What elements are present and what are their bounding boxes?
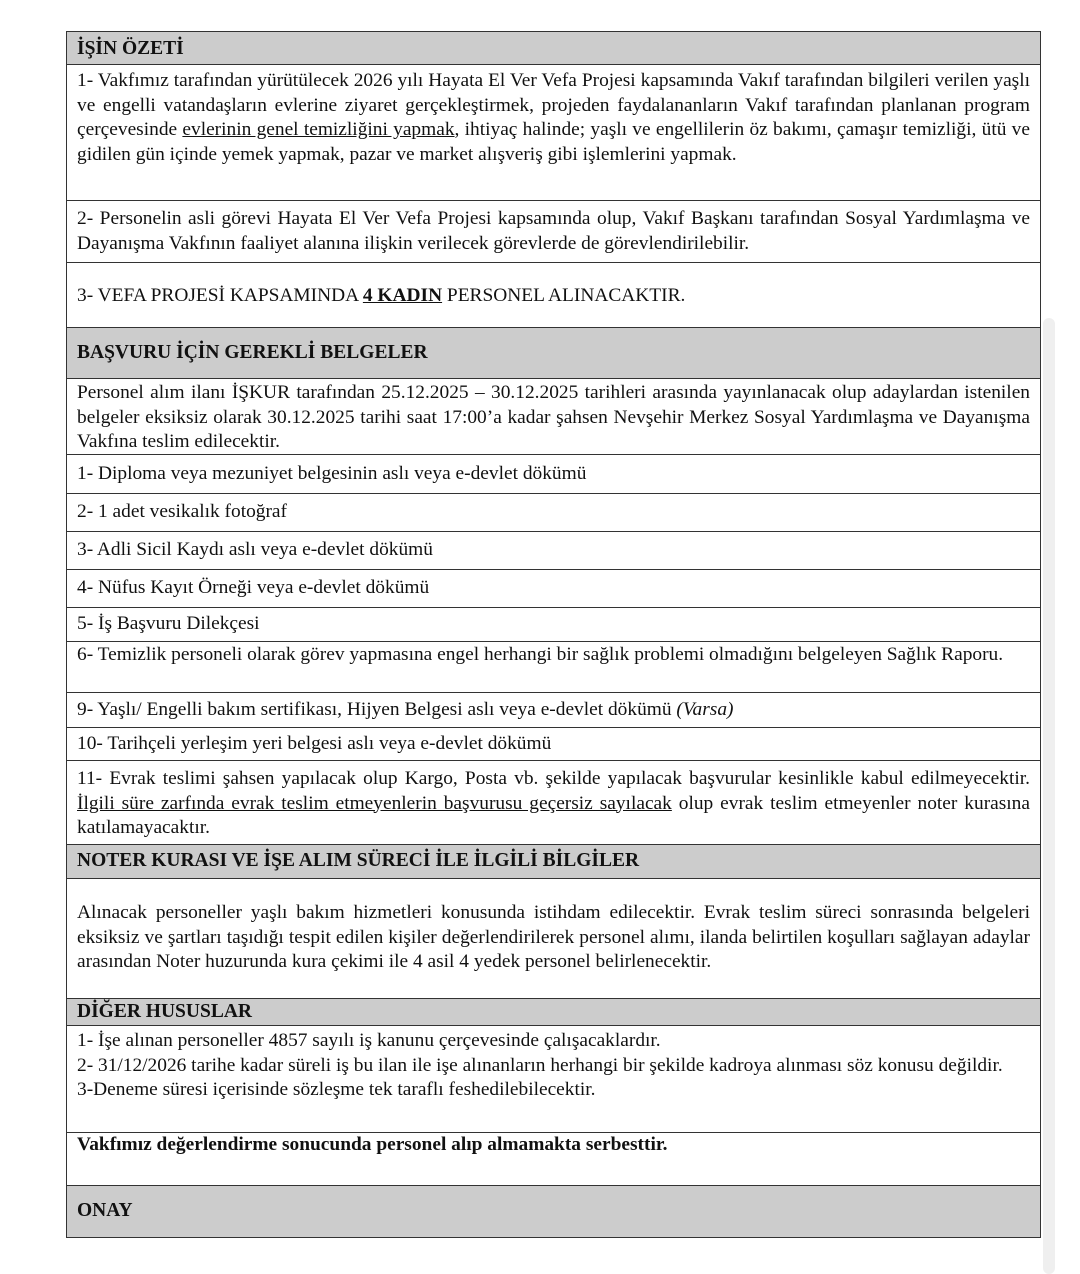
document-item-5 (67, 608, 1040, 642)
section-title: İŞİN ÖZETİ (77, 38, 184, 59)
item-text: Alınacak personeller yaşlı bakım hizmetleri konusunda istihdam edilecektir. Evrak teslim süreci sonrasında belgeleri eksiksiz ve şartları taşıdığı tespit edilen kişiler değerlendirilerek personel alımı, ilanda belirtilen koşulları sağlayan adaylar arasından Noter huzurunda kura çekimi ile 4 asil 4 yedek personel belirlenecektir. (77, 902, 1030, 972)
document-item-10 (67, 728, 1040, 761)
other-item-2: 2- 31/12/2026 tarihe kadar süreli iş bu ilan ile işe alınanların herhangi bir şekilde kadroya alınması söz konusu değildir. (77, 1054, 1003, 1076)
lottery-text (67, 879, 1040, 999)
section-header-summary (67, 32, 1040, 65)
item-text: , ihtiyaç halinde; yaşlı ve engellilerin öz bakımı, çamaşır temizliği, ütü ve gidilen gün içinde yemek yapmak, pazar ve market alışveriş gibi işlemlerini yapmak. (77, 119, 1030, 165)
item-text: 2- Personelin asli görevi Hayata El Ver Vefa Projesi kapsamında olup, Vakıf Başkanı tarafından Sosyal Yardımlaşma ve Dayanışma Vakfının faaliyet alanına ilişkin verilecek görevlerde de görevlendirilebilir. (77, 208, 1030, 254)
document-item-9 (67, 693, 1040, 728)
section-title: NOTER KURASI VE İŞE ALIM SÜRECİ İLE İLGİLİ BİLGİLER (77, 850, 640, 871)
item-text: 10- Tarihçeli yerleşim yeri belgesi aslı veya e-devlet dökümü (77, 732, 552, 754)
underlined-text: 4 KADIN (362, 285, 443, 306)
document-item-11 (67, 761, 1040, 845)
item-text: 2- 1 adet vesikalık fotoğraf (77, 501, 287, 523)
section-header-other (67, 999, 1040, 1026)
item-text: 3- VEFA PROJESİ KAPSAMINDA (77, 285, 363, 306)
italic-text: (Varsa) (676, 698, 734, 720)
document-item-1 (67, 455, 1040, 494)
other-items (67, 1026, 1040, 1133)
documents-intro (67, 379, 1040, 455)
item-text: 11- Evrak teslimi şahsen yapılacak olup Kargo, Posta vb. şekilde yapılacak başvurular kesinlikle kabul edilmeyecektir. (77, 768, 1030, 789)
underlined-text: evlerinin genel temizliğini yapmak (182, 119, 455, 140)
item-text: 4- Nüfus Kayıt Örneği veya e-devlet dökümü (77, 577, 430, 599)
item-text: 9- Yaşlı/ Engelli bakım sertifikası, Hijyen Belgesi aslı veya e-devlet dökümü (77, 698, 677, 720)
section-title: DİĞER HUSUSLAR (77, 1001, 252, 1022)
summary-item-3 (67, 263, 1040, 328)
other-item-1: 1- İşe alınan personeller 4857 sayılı iş kanunu çerçevesinde çalışacaklardır. (77, 1030, 661, 1051)
summary-item-2 (67, 201, 1040, 263)
section-header-lottery (67, 845, 1040, 879)
section-header-documents (67, 328, 1040, 379)
document-item-3 (67, 532, 1040, 570)
item-text: PERSONEL ALINACAKTIR. (442, 285, 686, 306)
section-title: ONAY (77, 1200, 133, 1221)
document-item-4 (67, 570, 1040, 608)
other-item-3: 3-Deneme süresi içerisinde sözleşme tek taraflı feshedilebilecektir. (77, 1079, 596, 1100)
item-text: 1- Vakfımız tarafından yürütülecek 2026 yılı Hayata El Ver Vefa Projesi kapsamında Vakıf tarafından bilgileri verilen yaşlı ve engelli vatandaşların evlerine ziyaret gerçekleştirmek, projeden faydalananların Vakıf tarafından planlanan program çerçevesinde (77, 70, 1030, 140)
item-text: olup evrak teslim etmeyenler noter kurasına katılamayacaktır. (77, 792, 1030, 838)
item-text: 5- İş Başvuru Dilekçesi (77, 613, 260, 635)
item-text: Personel alım ilanı İŞKUR tarafından 25.12.2025 – 30.12.2025 tarihleri arasında yayınlanacak olup adaylardan istenilen belgeler eksiksiz olarak 30.12.2025 tarihi saat 17:00’a kadar şahsen Nevşehir Merkez Sosyal Yardımlaşma ve Dayanışma Vakfına teslim edilecektir. (77, 382, 1030, 452)
document-item-2 (67, 494, 1040, 532)
item-text: 1- Diploma veya mezuniyet belgesinin aslı veya e-devlet dökümü (77, 462, 587, 484)
final-note (67, 1133, 1040, 1186)
section-title: BAŞVURU İÇİN GEREKLİ BELGELER (77, 342, 428, 363)
document-item-6 (67, 642, 1040, 693)
underlined-text: İlgili süre zarfında evrak teslim etmeyenlerin başvurusu geçersiz sayılacak (77, 792, 672, 814)
scrollbar[interactable] (1043, 318, 1055, 1274)
section-header-approval (67, 1186, 1040, 1237)
summary-item-1 (67, 65, 1040, 201)
announcement-table (66, 31, 1041, 1238)
item-text: 3- Adli Sicil Kaydı aslı veya e-devlet dökümü (77, 539, 433, 561)
item-text: 6- Temizlik personeli olarak görev yapmasına engel herhangi bir sağlık problemi olmadığını belgeleyen Sağlık Raporu. (77, 644, 1004, 665)
bold-note: Vakfımız değerlendirme sonucunda personel alıp almamakta serbesttir. (77, 1134, 668, 1155)
